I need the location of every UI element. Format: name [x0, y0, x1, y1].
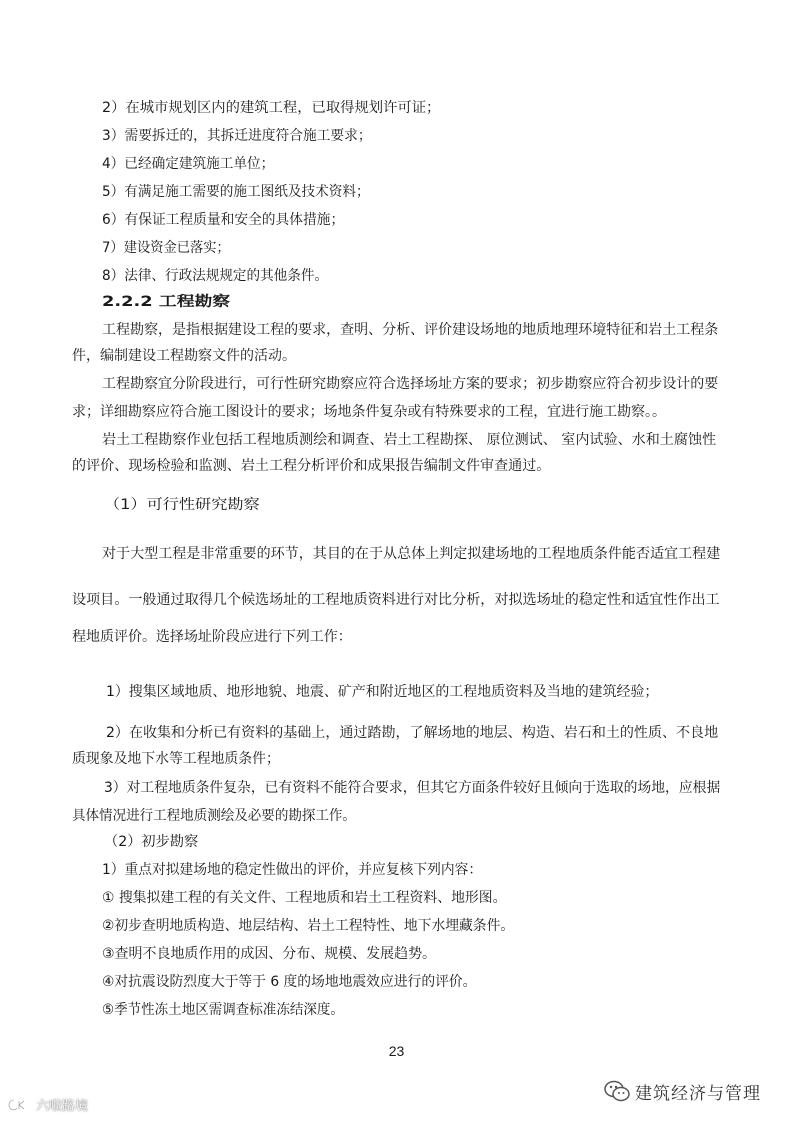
- text-line: 设项目。一般通过取得几个候选场址的工程地质资料进行对比分析，对拟选场址的稳定性和适宜性作出工: [72, 592, 720, 608]
- text-line: ②初步查明地质构造、地层结构、岩土工程特性、地下水埋藏条件。: [102, 918, 515, 934]
- text-line: 3）对工程地质条件复杂，已有资料不能符合要求，但其它方面条件较好且倾向于选取的场地，应根据: [104, 780, 721, 796]
- watermark-text: 建筑经济与管理: [635, 1083, 761, 1104]
- watermark-text: 六啦路境: [36, 1099, 89, 1114]
- text-line: 对于大型工程是非常重要的环节，其目的在于从总体上判定拟建场地的工程地质条件能否适宜工程建: [102, 546, 721, 562]
- site-watermark: [6, 1095, 88, 1114]
- text-line: 2）在收集和分析已有资料的基础上，通过踏勘，了解场地的地层、构造、岩石和土的性质、不良地: [106, 725, 719, 741]
- text-line: 工程勘察宜分阶段进行，可行性研究勘察应符合选择场址方案的要求；初步勘察应符合初步设计的要: [102, 376, 719, 392]
- text-line: 2）在城市规划区内的建筑工程，已取得规划许可证；: [102, 100, 441, 116]
- text-line: 8）法律、行政法规规定的其他条件。: [102, 268, 329, 284]
- text-line: 具体情况进行工程地质测绘及必要的勘探工作。: [72, 808, 356, 824]
- text-line: 岩土工程勘察作业包括工程地质测绘和调查、岩土工程勘探、 原位测试、 室内试验、水和土腐蚀性: [102, 432, 717, 448]
- text-line: ④对抗震设防烈度大于等于 6 度的场地地震效应进行的评价。: [102, 974, 477, 990]
- text-line: 的评价、现场检验和监测、岩土工程分析评价和成果报告编制文件审查通过。: [72, 458, 551, 474]
- wechat-icon: [603, 1079, 631, 1103]
- text-line: 4）已经确定建筑施工单位；: [102, 156, 275, 172]
- text-line: 5）有满足施工需要的施工图纸及技术资料；: [102, 184, 370, 200]
- text-line: 件，编制建设工程勘察文件的活动。: [72, 348, 297, 364]
- text-line: ① 搜集拟建工程的有关文件、工程地质和岩土工程资料、地形图。: [102, 890, 507, 906]
- text-line: 程地质评价。选择场址阶段应进行下列工作：: [72, 629, 352, 645]
- text-line: 1）搜集区域地质、地形地貌、地震、矿产和附近地区的工程地质资料及当地的建筑经验；: [106, 684, 659, 700]
- text-line: 1）重点对拟建场地的稳定性做出的评价，并应复核下列内容：: [102, 862, 483, 878]
- page-number: 23: [388, 1043, 405, 1059]
- text-line: 工程勘察，是指根据建设工程的要求，查明、分析、评价建设场地的地质地理环境特征和岩土工程条: [102, 322, 719, 338]
- text-line: 求；详细勘察应符合施工图设计的要求；场地条件复杂或有特殊要求的工程，宜进行施工勘察。。: [72, 404, 666, 420]
- text-line: ③查明不良地质作用的成因、分布、规模、发展趋势。: [102, 946, 437, 962]
- text-line: ⑤季节性冻土地区需调查标准冻结深度。: [102, 1002, 344, 1018]
- text-line: （2）初步勘察: [104, 834, 199, 850]
- wechat-watermark: [603, 1076, 761, 1106]
- text-line: 7）建设资金已落实；: [102, 240, 230, 256]
- section-heading: 2.2.2 工程勘察: [102, 294, 231, 310]
- text-line: 质现象及地下水等工程地质条件；: [72, 751, 280, 767]
- text-line: 6）有保证工程质量和安全的具体措施；: [102, 212, 345, 228]
- text-line: 3）需要拆迁的，其拆迁进度符合施工要求；: [102, 128, 372, 144]
- text-line: （1）可行性研究勘察: [104, 497, 260, 513]
- logo-icon: [6, 1097, 34, 1113]
